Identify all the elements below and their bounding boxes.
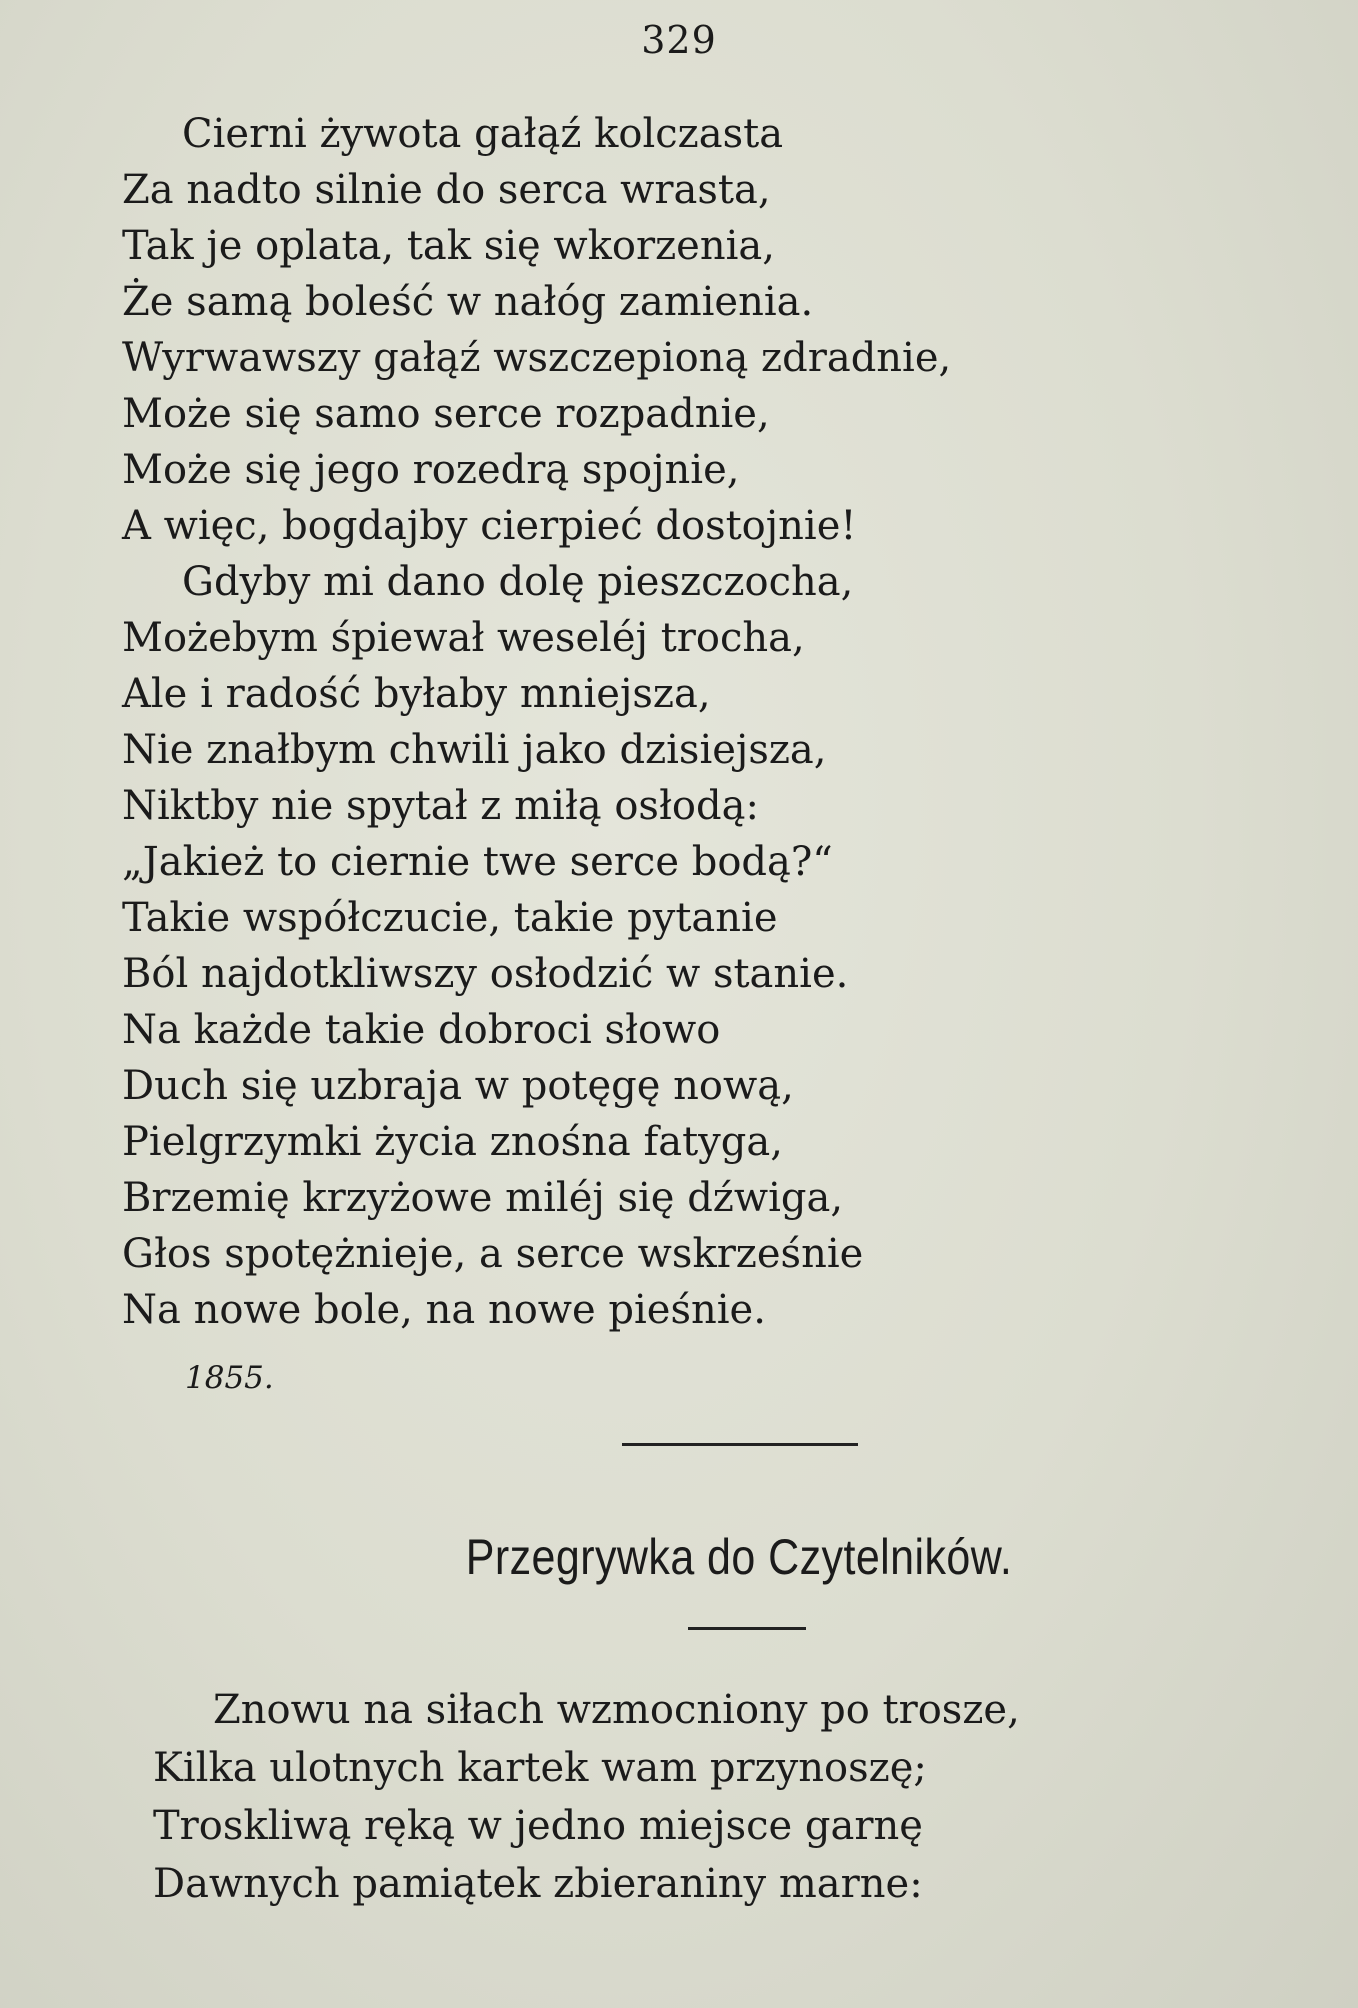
- section-title: Przegrywka do Czytelników.: [465, 1529, 1013, 1585]
- verse-line: Kilka ulotnych kartek wam przynoszę;: [153, 1745, 927, 1791]
- verse-line: Na każde takie dobroci słowo: [122, 1007, 721, 1053]
- verse-line: Pielgrzymki życia znośna fatyga,: [122, 1119, 783, 1165]
- verse-line: „Jakież to ciernie twe serce bodą?“: [122, 839, 833, 885]
- verse-line: Że samą boleść w nałóg zamienia.: [122, 279, 814, 325]
- title-underline: [688, 1627, 806, 1630]
- verse-line: Nie znałbym chwili jako dzisiejsza,: [122, 727, 827, 773]
- section-divider: [622, 1443, 858, 1446]
- verse-line: Troskliwą ręką w jedno miejsce garnę: [153, 1803, 923, 1849]
- verse-line: Możebym śpiewał weseléj trocha,: [122, 615, 805, 661]
- verse-line: Na nowe bole, na nowe pieśnie.: [122, 1287, 766, 1333]
- verse-line: A więc, bogdajby cierpieć dostojnie!: [122, 503, 857, 549]
- poem-stanza-second: [153, 1681, 1020, 1913]
- verse-line: Za nadto silnie do serca wrasta,: [122, 167, 771, 213]
- verse-line: Może się samo serce rozpadnie,: [122, 391, 770, 437]
- verse-line: Takie współczucie, takie pytanie: [122, 895, 778, 941]
- verse-line: Wyrwawszy gałąź wszczepioną zdradnie,: [122, 335, 952, 381]
- verse-line: Dawnych pamiątek zbieraniny marne:: [153, 1861, 923, 1907]
- verse-line: Cierni żywota gałąź kolczasta: [182, 111, 784, 157]
- verse-line: Duch się uzbraja w potęgę nową,: [122, 1063, 794, 1109]
- page-number: 329: [641, 18, 717, 62]
- verse-line: Niktby nie spytał z miłą osłodą:: [122, 783, 759, 829]
- verse-line: Ból najdotkliwszy osłodzić w stanie.: [122, 951, 849, 997]
- verse-line: Tak je oplata, tak się wkorzenia,: [122, 223, 775, 269]
- verse-line: Ale i radość byłaby mniejsza,: [122, 671, 711, 717]
- verse-line: Brzemię krzyżowe miléj się dźwiga,: [122, 1175, 844, 1221]
- verse-line: Głos spotężnieje, a serce wskrześnie: [122, 1231, 864, 1277]
- verse-line: Gdyby mi dano dolę pieszczocha,: [182, 559, 854, 605]
- verse-line: Może się jego rozedrą spojnie,: [122, 447, 740, 493]
- poem-date: 1855.: [185, 1360, 274, 1396]
- poem-stanza-first: [122, 106, 951, 1338]
- verse-line: Znowu na siłach wzmocniony po trosze,: [213, 1687, 1020, 1733]
